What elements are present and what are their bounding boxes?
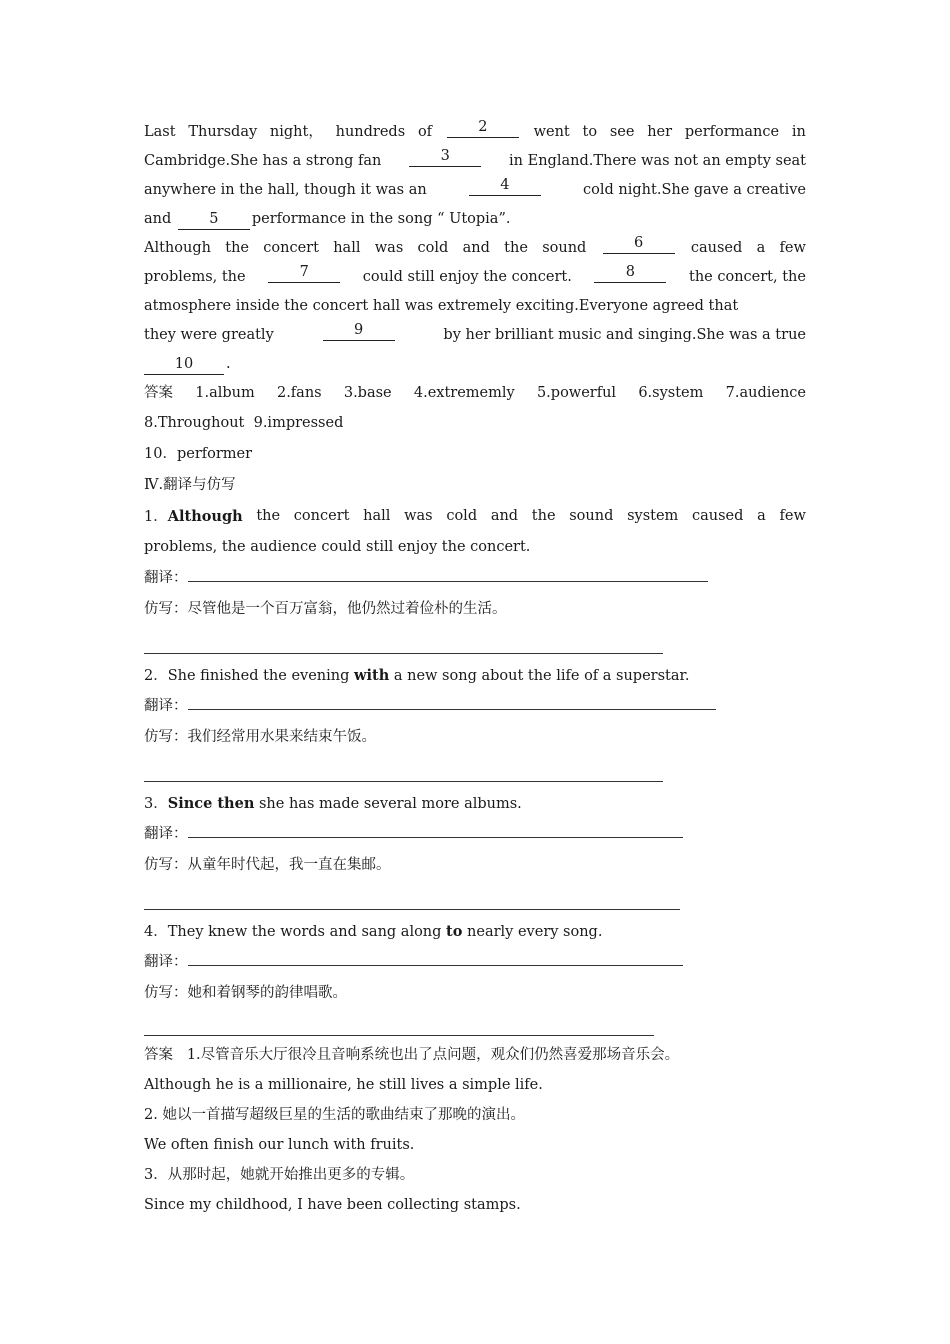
q1-imitate-field[interactable] <box>144 653 663 654</box>
word: was <box>374 240 404 256</box>
keyword: Since then <box>167 795 255 812</box>
word: in <box>791 124 806 140</box>
answer-item: 9.impressed <box>253 415 344 431</box>
answer2-line-6: Since my childhood, I have been collecting stamps. <box>144 1197 521 1213</box>
blank-3[interactable]: 3 <box>409 147 481 167</box>
answer-key-line-2 <box>144 408 806 439</box>
word: concert <box>293 508 350 524</box>
answer2-line-5: 3．从那时起，她就开始推出更多的专辑。 <box>144 1167 415 1183</box>
translate-label: 翻译： <box>144 570 188 586</box>
passage-line-8 <box>144 321 806 350</box>
word: of <box>417 124 433 140</box>
q4-imitate-row <box>144 978 806 1009</box>
word: and <box>462 240 490 256</box>
text-segment: by her brilliant music and singing.She was a true <box>443 327 806 343</box>
text-segment: problems, the <box>144 269 246 285</box>
blank-2[interactable]: 2 <box>447 118 519 138</box>
word: sound <box>542 240 587 256</box>
passage-line-3 <box>144 176 806 205</box>
word: hundreds <box>335 124 406 140</box>
q3-imitate-row <box>144 850 806 881</box>
text-segment: nearly every song. <box>462 924 603 940</box>
word: a <box>756 240 766 256</box>
word: went <box>533 124 570 140</box>
text-segment: they were greatly <box>144 327 274 343</box>
text-segment: could still enjoy the concert. <box>362 269 572 285</box>
imitate-prompt: 她和着钢琴的韵律唱歌。 <box>187 985 347 1001</box>
answer2-line-4: We often finish our lunch with fruits. <box>144 1137 415 1153</box>
answer2-line-3: 2. 她以一首描写超级巨星的生活的歌曲结束了那晚的演出。 <box>144 1107 525 1123</box>
q1-lead <box>144 501 243 532</box>
word: performance <box>684 124 780 140</box>
q1-sentence-line-2: problems, the audience could still enjoy the concert. <box>144 539 531 555</box>
word: Thursday <box>188 124 258 140</box>
q2-imitate-field[interactable] <box>144 781 663 782</box>
answer-item: 8.Throughout <box>144 415 245 431</box>
word: few <box>779 240 806 256</box>
answer-label: 答案 <box>144 385 173 401</box>
q4-translate-row <box>144 947 806 978</box>
word: a <box>757 508 766 524</box>
text-segment: performance in the song “ Utopia”. <box>251 211 511 227</box>
answer-item: 4.extrememly <box>413 385 515 401</box>
blank-4[interactable]: 4 <box>469 176 541 196</box>
q2-imitate-row <box>144 722 806 753</box>
text-segment: 4．They knew the words and sang along <box>144 924 447 940</box>
word: the <box>504 240 528 256</box>
answer-item: 1.album <box>195 385 255 401</box>
imitate-prompt: 我们经常用水果来结束午饭。 <box>187 729 376 745</box>
answer-key-line-1 <box>144 379 806 408</box>
answer-item: 6.system <box>638 385 704 401</box>
answer-item: 2.fans <box>276 385 322 401</box>
blank-6[interactable]: 6 <box>603 234 675 254</box>
answer-text: 1.尽管音乐大厅很冷且音响系统也出了点问题，观众们仍然喜爱那场音乐会。 <box>186 1047 680 1063</box>
passage-line-2 <box>144 147 806 176</box>
blank-5[interactable]: 5 <box>178 210 250 230</box>
spacer <box>144 625 806 653</box>
q2-sentence <box>144 660 806 691</box>
section-title: Ⅳ.翻译与仿写 <box>144 477 236 493</box>
text-segment: she has made several more albums. <box>254 796 522 812</box>
translate-label: 翻译： <box>144 826 188 842</box>
imitate-prompt: 尽管他是一个百万富翁，他仍然过着俭朴的生活。 <box>187 601 507 617</box>
keyword: with <box>354 667 390 684</box>
word: sound <box>569 508 614 524</box>
word: hall <box>363 508 391 524</box>
word: the <box>225 240 249 256</box>
word: to <box>582 124 598 140</box>
blank-10[interactable]: 10 <box>144 355 224 375</box>
word: concert <box>263 240 319 256</box>
word: and <box>490 508 519 524</box>
q2-translate-row <box>144 691 806 722</box>
blank-7[interactable]: 7 <box>268 263 340 283</box>
translate-label: 翻译： <box>144 698 188 714</box>
word: cold <box>417 240 449 256</box>
translate-label: 翻译： <box>144 954 188 970</box>
word: caused <box>692 508 744 524</box>
q1-translate-field[interactable] <box>188 565 708 582</box>
word: Last <box>144 124 176 140</box>
answer-item: 3.base <box>343 385 392 401</box>
word: see <box>609 124 635 140</box>
word: the <box>256 508 281 524</box>
word: was <box>404 508 433 524</box>
imitate-label: 仿写： <box>144 857 188 873</box>
q1-sentence-line-1 <box>144 501 806 532</box>
q3-translate-row <box>144 819 806 850</box>
word: her <box>647 124 673 140</box>
text-segment: 2．She finished the evening <box>144 668 355 684</box>
imitate-label: 仿写： <box>144 729 188 745</box>
q1-translate-row <box>144 563 806 594</box>
document-page <box>144 118 806 1220</box>
q4-translate-field[interactable] <box>188 949 683 966</box>
answer-item: 5.powerful <box>536 385 617 401</box>
word: few <box>779 508 806 524</box>
q3-sentence <box>144 788 806 819</box>
answer2-line-2: Although he is a millionaire, he still lives a simple life. <box>144 1077 543 1093</box>
word: night， <box>269 124 323 140</box>
passage-line-4 <box>144 205 806 234</box>
word: Although <box>144 240 211 256</box>
text-segment: and <box>144 211 172 227</box>
keyword: to <box>446 923 463 940</box>
text-segment: 3． <box>144 796 168 812</box>
question-number: 1． <box>144 509 168 525</box>
word: caused <box>690 240 743 256</box>
text-segment: in England.There was not an empty seat <box>509 153 806 169</box>
q2-translate-field[interactable] <box>188 693 716 710</box>
word: hall <box>333 240 361 256</box>
keyword: Although <box>167 508 243 525</box>
text-segment: the concert, the <box>689 269 806 285</box>
word: cold <box>446 508 478 524</box>
text-segment: a new song about the life of a superstar. <box>389 668 690 684</box>
passage-line-7: atmosphere inside the concert hall was extremely exciting.Everyone agreed that <box>144 298 739 314</box>
answer-item: 7.audience <box>725 385 806 401</box>
q4-imitate-field[interactable] <box>144 1035 654 1036</box>
spacer <box>144 881 806 909</box>
q3-translate-field[interactable] <box>188 821 683 838</box>
answer-label: 答案 <box>144 1047 173 1063</box>
blank-8[interactable]: 8 <box>594 263 666 283</box>
answer-key-line-3: 10．performer <box>144 446 253 462</box>
word: the <box>531 508 556 524</box>
q4-sentence <box>144 916 806 947</box>
imitate-prompt: 从童年时代起，我一直在集邮。 <box>187 857 391 873</box>
imitate-label: 仿写： <box>144 985 188 1001</box>
passage-line-9 <box>144 350 806 379</box>
imitate-label: 仿写： <box>144 601 188 617</box>
text-segment: anywhere in the hall, though it was an <box>144 182 427 198</box>
answer2-line-1 <box>144 1040 806 1070</box>
passage-line-5 <box>144 234 806 263</box>
text-segment: . <box>226 356 231 372</box>
word: system <box>627 508 679 524</box>
text-segment: Cambridge.She has a strong fan <box>144 153 382 169</box>
blank-9[interactable]: 9 <box>323 321 395 341</box>
q3-imitate-field[interactable] <box>144 909 680 910</box>
passage-line-6 <box>144 263 806 292</box>
spacer <box>144 1009 806 1035</box>
q1-imitate-row <box>144 594 806 625</box>
text-segment: cold night.She gave a creative <box>583 182 806 198</box>
passage-line-1 <box>144 118 806 147</box>
spacer <box>144 753 806 781</box>
